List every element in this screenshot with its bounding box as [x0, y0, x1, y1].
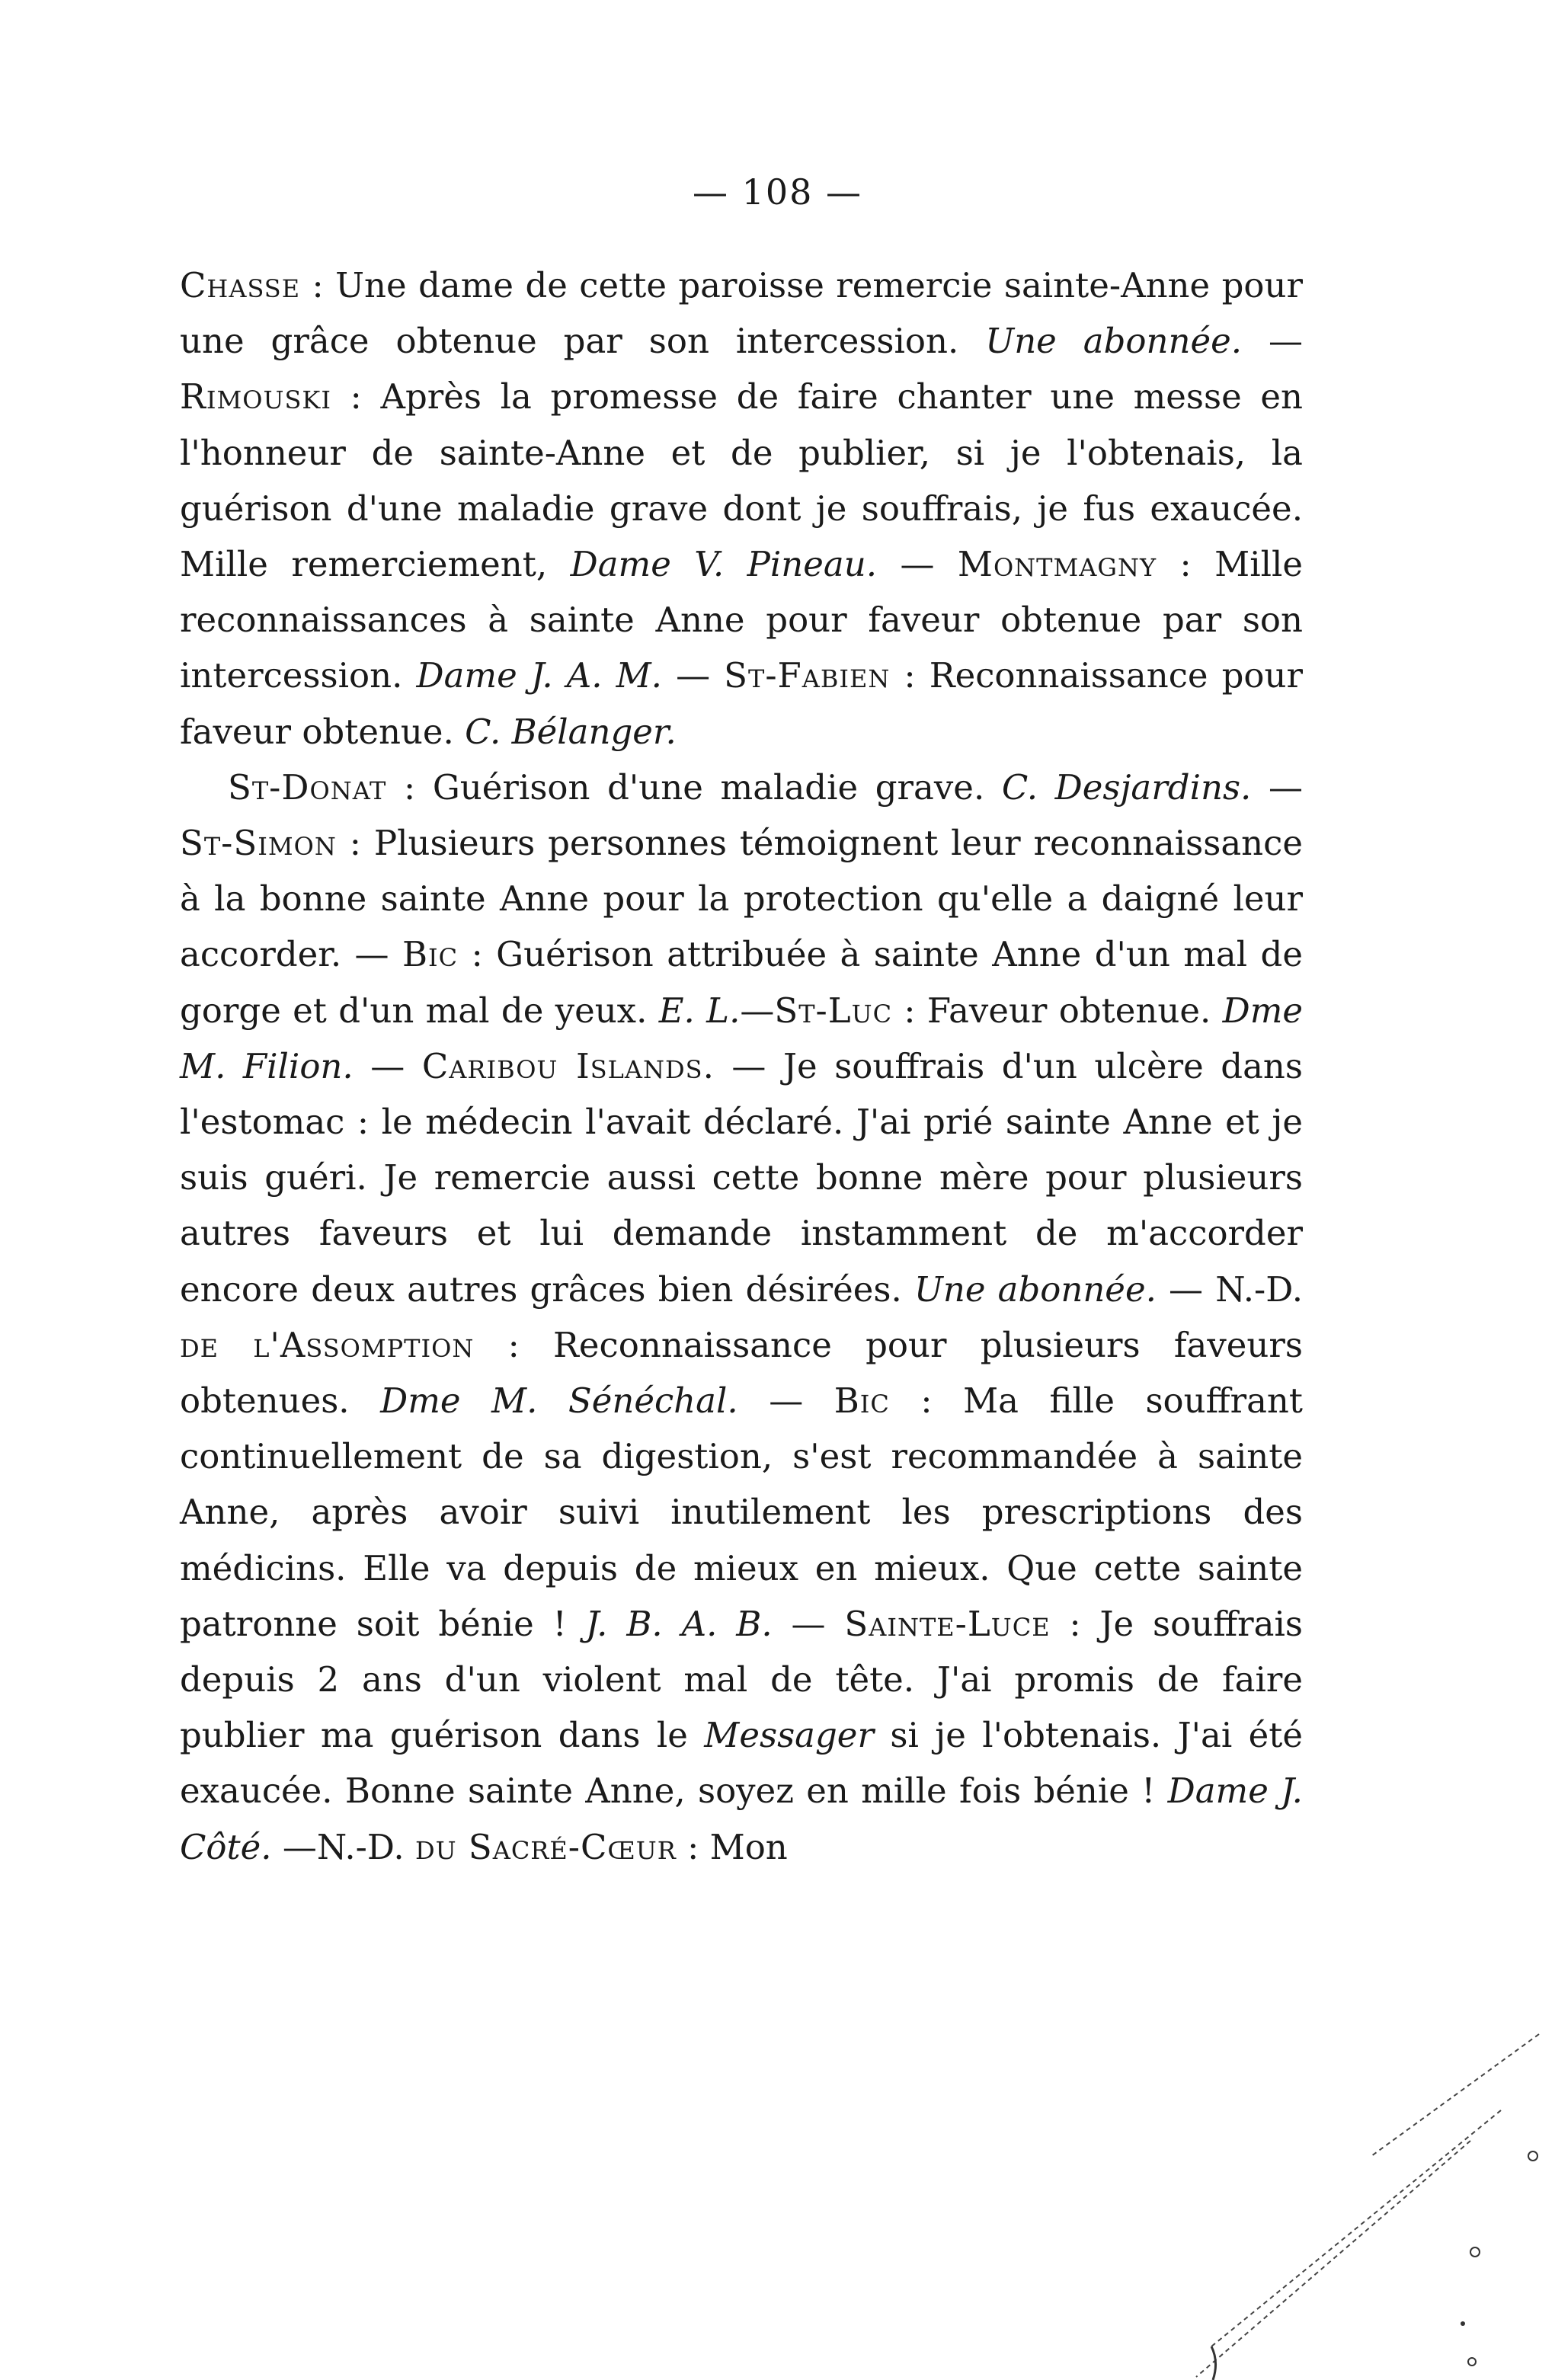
signature: Dame J. A. M. [416, 655, 662, 696]
pencil-stroke [1371, 2034, 1539, 2156]
body-text [180, 258, 1303, 1875]
pencil-stroke [1211, 2110, 1501, 2346]
place-name: Sainte-Luce [844, 1603, 1051, 1644]
text-run: — Je souffrais d'un ulcère dans l'estomac : le médecin l'avait déclaré. J'ai prié sainte Anne et je suis guéri. Je remercie aussi cette bonne mère pour plusieurs autres faveurs et lui demande instamment de m'accorder encore deux autres grâces bien désirées. [180, 1045, 1303, 1310]
place-name: Bic [833, 1380, 890, 1422]
text-run: : Je souffrais depuis 2 ans d'un violent mal de tête. J'ai promis de faire publier ma guérison dans le [180, 1603, 1303, 1756]
signature: Dame V. Pineau. [570, 544, 878, 585]
text-run: : Ma fille souffrant continuellement de sa digestion, s'est recommandée à sainte Anne, après avoir suivi inutilement les prescriptions des médicins. Elle va depuis de mieux en mieux. Que cette sainte patronne soit bénie ! [180, 1380, 1303, 1644]
signature: Dme M. Sénéchal. [380, 1380, 738, 1422]
page-number: — 108 — [692, 171, 863, 213]
signature: C. Bélanger. [465, 711, 677, 752]
margin-pencil-marks [1143, 2027, 1555, 2380]
text-run: : Guérison d'une maladie grave. [386, 766, 1002, 808]
signature: Une abonnée. [913, 1268, 1157, 1310]
text-run: : Mille reconnaissances à sainte Anne pour faveur obtenue par son intercession. [180, 544, 1303, 696]
text-run: : Mon [676, 1826, 788, 1867]
place-name: Montmagny [957, 544, 1157, 585]
paragraph-1 [180, 258, 1303, 760]
pencil-dot [1528, 2151, 1537, 2161]
signature: Une abonnée. [985, 321, 1243, 362]
pencil-dot [1468, 2358, 1476, 2366]
text-run: — [353, 1045, 422, 1086]
place-name: de l'Assomption [180, 1324, 475, 1365]
signature: C. Desjardins. [1001, 766, 1252, 808]
place-name: Rimouski [180, 376, 331, 417]
place-name: du Sacré-Cœur [414, 1826, 677, 1867]
text-run: : Plusieurs personnes témoignent leur reconnaissance à la bonne sainte Anne pour la protection qu'elle a daigné leur accorder. — [180, 823, 1303, 975]
signature: Dame J. Côté. [180, 1771, 1303, 1867]
text-run: — [661, 655, 725, 696]
text-run: : Reconnaissance pour plusieurs faveurs obtenues. [180, 1324, 1303, 1422]
text-run: — N.-D. [1156, 1268, 1303, 1310]
text-run: — [738, 1380, 834, 1422]
place-name: St-Luc [774, 990, 893, 1031]
place-name: St-Fabien [724, 655, 891, 696]
text-run: : Après la promesse de faire chanter une messe en l'honneur de sainte-Anne et de publier, si je l'obtenais, la guérison d'une maladie grave dont je souffrais, je fus exaucée. Mille remerciement, [180, 376, 1303, 585]
text-run: : Guérison attribuée à sainte Anne d'un mal de gorge et d'un mal de yeux. [180, 934, 1303, 1031]
signature: Messager [704, 1715, 874, 1756]
text-run: —N.-D. [271, 1826, 415, 1867]
paragraph-2 [180, 760, 1303, 1875]
place-name: Chasse [180, 265, 301, 305]
signature: Dme M. Filion. [180, 990, 1303, 1086]
text-run: si je l'obtenais. J'ai été exaucée. Bonne sainte Anne, soyez en mille fois bénie ! [180, 1715, 1304, 1812]
pencil-dot [1470, 2247, 1480, 2257]
signature: J. B. A. B. [585, 1603, 773, 1644]
pencil-dot [1461, 2321, 1465, 2326]
text-run: — [1251, 766, 1303, 808]
text-run: — [877, 544, 958, 585]
text-run: : Reconnaissance pour faveur obtenue. [180, 655, 1304, 752]
place-name: St-Donat [228, 766, 387, 808]
text-run: — [772, 1603, 845, 1644]
pencil-stroke [1196, 2141, 1470, 2377]
text-run: : Une dame de cette paroisse remercie sainte-Anne pour une grâce obtenue par son intercession. [180, 265, 1303, 362]
place-name: Bic [402, 934, 459, 975]
pencil-stroke [1211, 2346, 1216, 2380]
text-run: — [1242, 321, 1303, 362]
place-name: Caribou Islands. [421, 1045, 715, 1086]
text-run: — [740, 990, 775, 1031]
signature: E. L. [658, 990, 741, 1031]
text-run: : Faveur obtenue. [892, 990, 1223, 1031]
place-name: St-Simon [180, 823, 337, 864]
